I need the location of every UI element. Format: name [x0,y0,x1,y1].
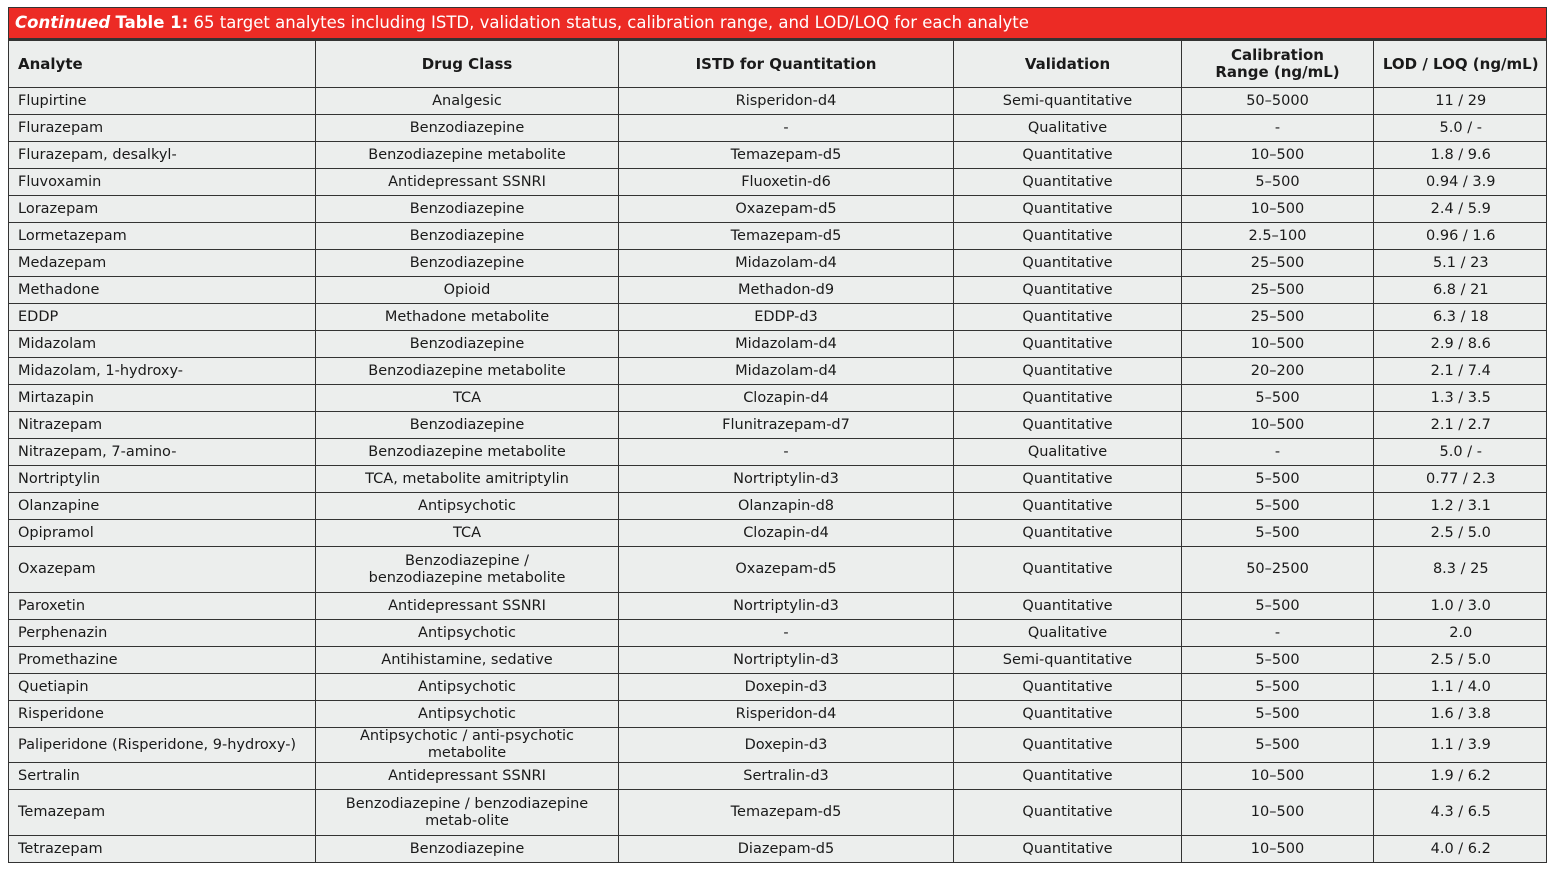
cell-lod-loq: 2.1 / 7.4 [1374,358,1548,385]
cell-validation: Quantitative [954,836,1182,863]
cell-calibration-range: 5–500 [1182,520,1374,547]
cell-drug-class: Benzodiazepine metabolite [316,142,619,169]
cell-calibration-range: - [1182,115,1374,142]
cell-calibration-range: 25–500 [1182,304,1374,331]
cell-analyte: Lormetazepam [9,223,316,250]
cell-validation: Qualitative [954,439,1182,466]
cell-calibration-range: 10–500 [1182,331,1374,358]
cell-validation: Quantitative [954,763,1182,790]
cell-lod-loq: 6.3 / 18 [1374,304,1548,331]
cell-istd: Oxazepam-d5 [619,547,954,593]
cell-calibration-range: 5–500 [1182,728,1374,763]
cell-analyte: Paliperidone (Risperidone, 9-hydroxy-) [9,728,316,763]
cell-validation: Quantitative [954,790,1182,836]
cell-drug-class: Opioid [316,277,619,304]
table-row [9,385,1548,412]
cell-istd: Nortriptylin-d3 [619,647,954,674]
table-row [9,277,1548,304]
cell-calibration-range: 10–500 [1182,836,1374,863]
table-row [9,466,1548,493]
cell-analyte: Tetrazepam [9,836,316,863]
cell-analyte: Risperidone [9,701,316,728]
analyte-table [8,40,1547,862]
cell-calibration-range: 50–5000 [1182,88,1374,115]
cell-drug-class: Benzodiazepine [316,196,619,223]
cell-lod-loq: 8.3 / 25 [1374,547,1548,593]
cell-validation: Quantitative [954,304,1182,331]
table-row [9,223,1548,250]
cell-drug-class: Antipsychotic [316,493,619,520]
cell-istd: Diazepam-d5 [619,836,954,863]
cell-analyte: Nitrazepam [9,412,316,439]
cell-lod-loq: 2.4 / 5.9 [1374,196,1548,223]
cell-validation: Quantitative [954,593,1182,620]
cell-drug-class: Benzodiazepine metabolite [316,358,619,385]
cell-istd: EDDP-d3 [619,304,954,331]
table-row [9,493,1548,520]
cell-analyte: Sertralin [9,763,316,790]
caption-prefix: Continued [15,13,111,32]
cell-analyte: Temazepam [9,790,316,836]
cell-drug-class: TCA, metabolite amitriptylin [316,466,619,493]
caption-text: 65 target analytes including ISTD, validation status, calibration range, and LOD/LOQ for each analyte [193,13,1029,32]
cell-analyte: Promethazine [9,647,316,674]
cell-drug-class: Benzodiazepine [316,223,619,250]
cell-istd: Flunitrazepam-d7 [619,412,954,439]
table-row [9,142,1548,169]
cell-lod-loq: 1.3 / 3.5 [1374,385,1548,412]
cell-calibration-range: 10–500 [1182,142,1374,169]
cell-drug-class: Analgesic [316,88,619,115]
cell-istd: - [619,115,954,142]
table-row [9,593,1548,620]
cell-validation: Quantitative [954,701,1182,728]
cell-validation: Quantitative [954,547,1182,593]
cell-istd: Doxepin-d3 [619,728,954,763]
cell-istd: Midazolam-d4 [619,250,954,277]
cell-validation: Quantitative [954,728,1182,763]
cell-validation: Semi-quantitative [954,88,1182,115]
cell-analyte: Flurazepam, desalkyl- [9,142,316,169]
cell-calibration-range: 5–500 [1182,385,1374,412]
cell-validation: Quantitative [954,277,1182,304]
cell-istd: Midazolam-d4 [619,358,954,385]
table-row [9,674,1548,701]
cell-validation: Quantitative [954,250,1182,277]
cell-istd: Sertralin-d3 [619,763,954,790]
header-calibration-range: Calibration Range (ng/mL) [1182,41,1374,88]
cell-calibration-range: 5–500 [1182,493,1374,520]
cell-validation: Semi-quantitative [954,647,1182,674]
cell-istd: Risperidon-d4 [619,701,954,728]
cell-lod-loq: 1.6 / 3.8 [1374,701,1548,728]
cell-istd: Temazepam-d5 [619,223,954,250]
cell-drug-class: Antidepressant SSNRI [316,763,619,790]
cell-istd: Doxepin-d3 [619,674,954,701]
cell-validation: Quantitative [954,385,1182,412]
cell-analyte: Nortriptylin [9,466,316,493]
cell-calibration-range: - [1182,620,1374,647]
cell-lod-loq: 5.1 / 23 [1374,250,1548,277]
table-row [9,250,1548,277]
cell-drug-class: Benzodiazepine [316,412,619,439]
table-row [9,790,1548,836]
cell-lod-loq: 1.0 / 3.0 [1374,593,1548,620]
cell-drug-class: Antihistamine, sedative [316,647,619,674]
cell-validation: Quantitative [954,142,1182,169]
cell-istd: - [619,439,954,466]
cell-drug-class: TCA [316,385,619,412]
table-row [9,169,1548,196]
cell-analyte: Perphenazin [9,620,316,647]
table-row [9,520,1548,547]
table-row [9,88,1548,115]
cell-analyte: Nitrazepam, 7-amino- [9,439,316,466]
cell-validation: Quantitative [954,674,1182,701]
table-row [9,439,1548,466]
cell-analyte: Lorazepam [9,196,316,223]
cell-lod-loq: 1.2 / 3.1 [1374,493,1548,520]
cell-lod-loq: 1.9 / 6.2 [1374,763,1548,790]
cell-analyte: Midazolam, 1-hydroxy- [9,358,316,385]
cell-analyte: Oxazepam [9,547,316,593]
cell-validation: Qualitative [954,620,1182,647]
cell-drug-class: TCA [316,520,619,547]
cell-calibration-range: 5–500 [1182,647,1374,674]
cell-istd: Nortriptylin-d3 [619,593,954,620]
cell-analyte: Quetiapin [9,674,316,701]
table-row [9,836,1548,863]
header-validation: Validation [954,41,1182,88]
header-analyte: Analyte [9,41,316,88]
cell-validation: Quantitative [954,169,1182,196]
header-istd: ISTD for Quantitation [619,41,954,88]
cell-lod-loq: 0.94 / 3.9 [1374,169,1548,196]
table-row [9,763,1548,790]
cell-lod-loq: 0.96 / 1.6 [1374,223,1548,250]
cell-lod-loq: 1.1 / 3.9 [1374,728,1548,763]
cell-analyte: Opipramol [9,520,316,547]
cell-istd: Fluoxetin-d6 [619,169,954,196]
table-row [9,196,1548,223]
table-row [9,115,1548,142]
cell-analyte: Paroxetin [9,593,316,620]
cell-drug-class: Benzodiazepine [316,250,619,277]
header-lod-loq: LOD / LOQ (ng/mL) [1374,41,1548,88]
cell-calibration-range: 10–500 [1182,196,1374,223]
cell-calibration-range: 5–500 [1182,466,1374,493]
cell-istd: Midazolam-d4 [619,331,954,358]
cell-analyte: Olanzapine [9,493,316,520]
cell-lod-loq: 5.0 / - [1374,439,1548,466]
cell-analyte: Flurazepam [9,115,316,142]
caption-label: Table 1: [115,13,189,32]
table-container [8,7,1547,863]
cell-lod-loq: 2.5 / 5.0 [1374,520,1548,547]
cell-istd: Olanzapin-d8 [619,493,954,520]
cell-validation: Qualitative [954,115,1182,142]
cell-drug-class: Antipsychotic [316,701,619,728]
cell-validation: Quantitative [954,466,1182,493]
cell-istd: Nortriptylin-d3 [619,466,954,493]
cell-calibration-range: 10–500 [1182,412,1374,439]
cell-lod-loq: 5.0 / - [1374,115,1548,142]
cell-lod-loq: 11 / 29 [1374,88,1548,115]
table-caption [9,8,1546,40]
cell-drug-class: Antidepressant SSNRI [316,169,619,196]
cell-lod-loq: 0.77 / 2.3 [1374,466,1548,493]
cell-lod-loq: 2.1 / 2.7 [1374,412,1548,439]
cell-calibration-range: 5–500 [1182,674,1374,701]
cell-lod-loq: 1.1 / 4.0 [1374,674,1548,701]
cell-istd: - [619,620,954,647]
cell-validation: Quantitative [954,331,1182,358]
cell-lod-loq: 4.3 / 6.5 [1374,790,1548,836]
cell-calibration-range: 2.5–100 [1182,223,1374,250]
table-row [9,304,1548,331]
table-row [9,358,1548,385]
cell-istd: Clozapin-d4 [619,520,954,547]
cell-calibration-range: 20–200 [1182,358,1374,385]
cell-drug-class: Methadone metabolite [316,304,619,331]
cell-istd: Temazepam-d5 [619,142,954,169]
cell-analyte: Mirtazapin [9,385,316,412]
header-row [9,41,1548,88]
cell-analyte: Flupirtine [9,88,316,115]
cell-calibration-range: 10–500 [1182,763,1374,790]
cell-istd: Clozapin-d4 [619,385,954,412]
table-row [9,620,1548,647]
cell-analyte: EDDP [9,304,316,331]
cell-calibration-range: 50–2500 [1182,547,1374,593]
cell-analyte: Fluvoxamin [9,169,316,196]
cell-calibration-range: 25–500 [1182,277,1374,304]
cell-istd: Methadon-d9 [619,277,954,304]
cell-calibration-range: 25–500 [1182,250,1374,277]
cell-calibration-range: - [1182,439,1374,466]
cell-lod-loq: 6.8 / 21 [1374,277,1548,304]
cell-validation: Quantitative [954,358,1182,385]
cell-lod-loq: 4.0 / 6.2 [1374,836,1548,863]
table-row [9,728,1548,763]
table-row [9,647,1548,674]
cell-validation: Quantitative [954,412,1182,439]
cell-lod-loq: 1.8 / 9.6 [1374,142,1548,169]
table-row [9,412,1548,439]
cell-istd: Oxazepam-d5 [619,196,954,223]
cell-calibration-range: 5–500 [1182,701,1374,728]
cell-analyte: Methadone [9,277,316,304]
header-drug-class: Drug Class [316,41,619,88]
cell-drug-class: Benzodiazepine / benzodiazepine metab-olite [316,790,619,836]
cell-drug-class: Antidepressant SSNRI [316,593,619,620]
cell-calibration-range: 5–500 [1182,593,1374,620]
cell-lod-loq: 2.9 / 8.6 [1374,331,1548,358]
cell-istd: Temazepam-d5 [619,790,954,836]
cell-analyte: Midazolam [9,331,316,358]
cell-drug-class: Antipsychotic / anti-psychotic metabolite [316,728,619,763]
table-row [9,547,1548,593]
cell-analyte: Medazepam [9,250,316,277]
table-row [9,331,1548,358]
cell-drug-class: Benzodiazepine / benzodiazepine metabolite [316,547,619,593]
cell-calibration-range: 5–500 [1182,169,1374,196]
cell-drug-class: Benzodiazepine [316,115,619,142]
cell-validation: Quantitative [954,196,1182,223]
cell-drug-class: Antipsychotic [316,674,619,701]
cell-lod-loq: 2.0 [1374,620,1548,647]
table-row [9,701,1548,728]
cell-calibration-range: 10–500 [1182,790,1374,836]
cell-istd: Risperidon-d4 [619,88,954,115]
cell-drug-class: Antipsychotic [316,620,619,647]
cell-validation: Quantitative [954,223,1182,250]
cell-drug-class: Benzodiazepine metabolite [316,439,619,466]
cell-drug-class: Benzodiazepine [316,836,619,863]
cell-lod-loq: 2.5 / 5.0 [1374,647,1548,674]
cell-validation: Quantitative [954,493,1182,520]
cell-drug-class: Benzodiazepine [316,331,619,358]
cell-validation: Quantitative [954,520,1182,547]
